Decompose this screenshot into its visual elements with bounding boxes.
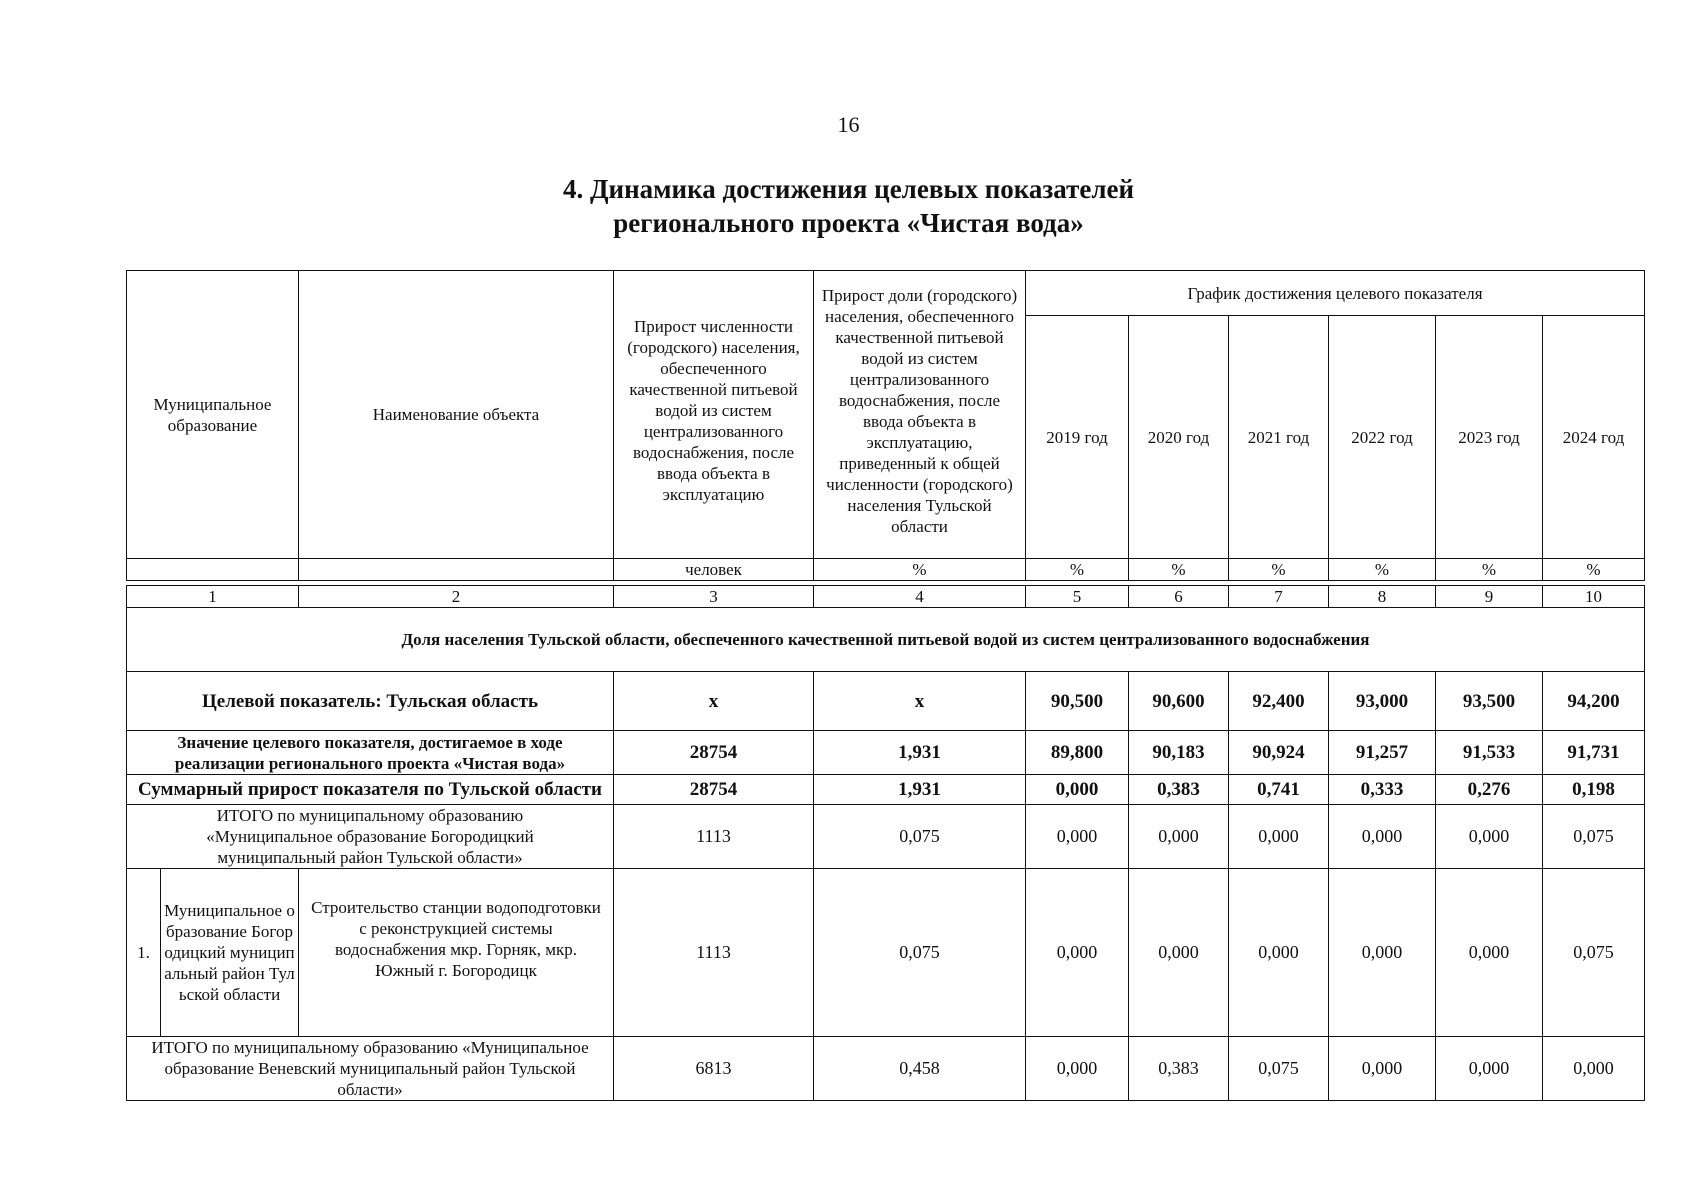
achieved-2023: 91,533 [1436,731,1543,775]
item-2019: 0,000 [1026,869,1129,1037]
total-growth-2019: 0,000 [1026,775,1129,805]
bogoroditsk-total-2023: 0,000 [1436,805,1543,869]
column-numbers-row [127,586,1645,608]
header-year-2019: 2019 год [1026,316,1129,559]
target-col3: х [614,672,814,731]
col-number-8: 8 [1329,586,1436,608]
item-col3: 1113 [614,869,814,1037]
col-number-10: 10 [1543,586,1645,608]
venev-total-2020: 0,383 [1129,1037,1229,1101]
header-year-2022: 2022 год [1329,316,1436,559]
unit-percent-8: % [1329,559,1436,581]
item-col4: 0,075 [814,869,1026,1037]
venev-total-row [127,1037,1645,1101]
achieved-2020: 90,183 [1129,731,1229,775]
header-population-growth: Прирост численности (городского) населения, обеспеченного качественной питьевой водой из систем централизованного водоснабжения, после ввода объекта в эксплуатацию [614,271,814,559]
venev-total-2022: 0,000 [1329,1037,1436,1101]
total-growth-2023: 0,276 [1436,775,1543,805]
unit-percent-9: % [1436,559,1543,581]
target-row [127,672,1645,731]
title-line-1: 4. Динамика достижения целевых показателей [562,174,1135,204]
item-object: Строительство станции водоподготовки с реконструкцией системы водоснабжения мкр. Горняк, мкр. Южный г. Богородицк [299,869,614,1037]
bogoroditsk-total-label: ИТОГО по муниципальному образованию «Муниципальное образование Богородицкий муниципальный район Тульской области» [127,805,614,869]
bogoroditsk-total-row [127,805,1645,869]
achieved-col4: 1,931 [814,731,1026,775]
total-growth-2021: 0,741 [1229,775,1329,805]
achieved-2024: 91,731 [1543,731,1645,775]
total-growth-col4: 1,931 [814,775,1026,805]
venev-total-col3: 6813 [614,1037,814,1101]
col-number-4: 4 [814,586,1026,608]
col-number-3: 3 [614,586,814,608]
header-row-1 [127,271,1645,316]
page-number: 16 [837,112,860,137]
item-2022: 0,000 [1329,869,1436,1037]
target-2024: 94,200 [1543,672,1645,731]
target-label: Целевой показатель: Тульская область [127,672,614,731]
col-number-5: 5 [1026,586,1129,608]
header-year-2024: 2024 год [1543,316,1645,559]
title-line-2: регионального проекта «Чистая вода» [613,208,1084,238]
venev-total-2024: 0,000 [1543,1037,1645,1101]
target-2022: 93,000 [1329,672,1436,731]
venev-total-col4: 0,458 [814,1037,1026,1101]
bogoroditsk-total-2024: 0,075 [1543,805,1645,869]
venev-total-2023: 0,000 [1436,1037,1543,1101]
target-2021: 92,400 [1229,672,1329,731]
item-index: 1. [127,869,161,1037]
total-growth-col3: 28754 [614,775,814,805]
col-number-1: 1 [127,586,299,608]
unit-people: человек [614,559,814,581]
total-growth-2024: 0,198 [1543,775,1645,805]
col-number-6: 6 [1129,586,1229,608]
target-2020: 90,600 [1129,672,1229,731]
header-schedule: График достижения целевого показателя [1026,271,1645,316]
unit-percent-5: % [1026,559,1129,581]
header-object-name: Наименование объекта [299,271,614,559]
achieved-col3: 28754 [614,731,814,775]
bogoroditsk-item-row [127,869,1645,1037]
unit-percent-7: % [1229,559,1329,581]
unit-empty-2 [299,559,614,581]
unit-percent-10: % [1543,559,1645,581]
bogoroditsk-total-col4: 0,075 [814,805,1026,869]
col-number-2: 2 [299,586,614,608]
units-row [127,559,1645,581]
bogoroditsk-total-2021: 0,000 [1229,805,1329,869]
item-2020: 0,000 [1129,869,1229,1037]
achieved-2021: 90,924 [1229,731,1329,775]
document-title [0,172,1697,240]
target-2019: 90,500 [1026,672,1129,731]
achieved-2019: 89,800 [1026,731,1129,775]
item-municipality: Муниципальное образование Богородицкий муниципальный район Тульской области [161,869,299,1037]
target-indicators-table [126,270,1645,1101]
total-growth-2020: 0,383 [1129,775,1229,805]
col-number-7: 7 [1229,586,1329,608]
header-year-2023: 2023 год [1436,316,1543,559]
venev-total-label: ИТОГО по муниципальному образованию «Муниципальное образование Веневский муниципальный район Тульской области» [127,1037,614,1101]
total-growth-label: Суммарный прирост показателя по Тульской области [127,775,614,805]
section-title: Доля населения Тульской области, обеспеченного качественной питьевой водой из систем централизованного водоснабжения [127,608,1645,672]
total-growth-2022: 0,333 [1329,775,1436,805]
bogoroditsk-total-2020: 0,000 [1129,805,1229,869]
venev-total-2019: 0,000 [1026,1037,1129,1101]
venev-total-2021: 0,075 [1229,1037,1329,1101]
item-2024: 0,075 [1543,869,1645,1037]
bogoroditsk-total-col3: 1113 [614,805,814,869]
bogoroditsk-total-2022: 0,000 [1329,805,1436,869]
unit-percent-6: % [1129,559,1229,581]
achieved-row [127,731,1645,775]
unit-empty-1 [127,559,299,581]
section-title-row [127,608,1645,672]
item-2021: 0,000 [1229,869,1329,1037]
unit-percent-4: % [814,559,1026,581]
col-number-9: 9 [1436,586,1543,608]
header-municipality: Муниципальное образование [127,271,299,559]
target-2023: 93,500 [1436,672,1543,731]
achieved-2022: 91,257 [1329,731,1436,775]
bogoroditsk-total-2019: 0,000 [1026,805,1129,869]
total-growth-row [127,775,1645,805]
header-year-2020: 2020 год [1129,316,1229,559]
header-year-2021: 2021 год [1229,316,1329,559]
item-2023: 0,000 [1436,869,1543,1037]
target-col4: х [814,672,1026,731]
achieved-label: Значение целевого показателя, достигаемое в ходе реализации регионального проекта «Чистая вода» [127,731,614,775]
header-share-growth: Прирост доли (городского) населения, обеспеченного качественной питьевой водой из систем централизованного водоснабжения, после ввода объекта в эксплуатацию, приведенный к общей численности (городского) населения Тульской области [814,271,1026,559]
